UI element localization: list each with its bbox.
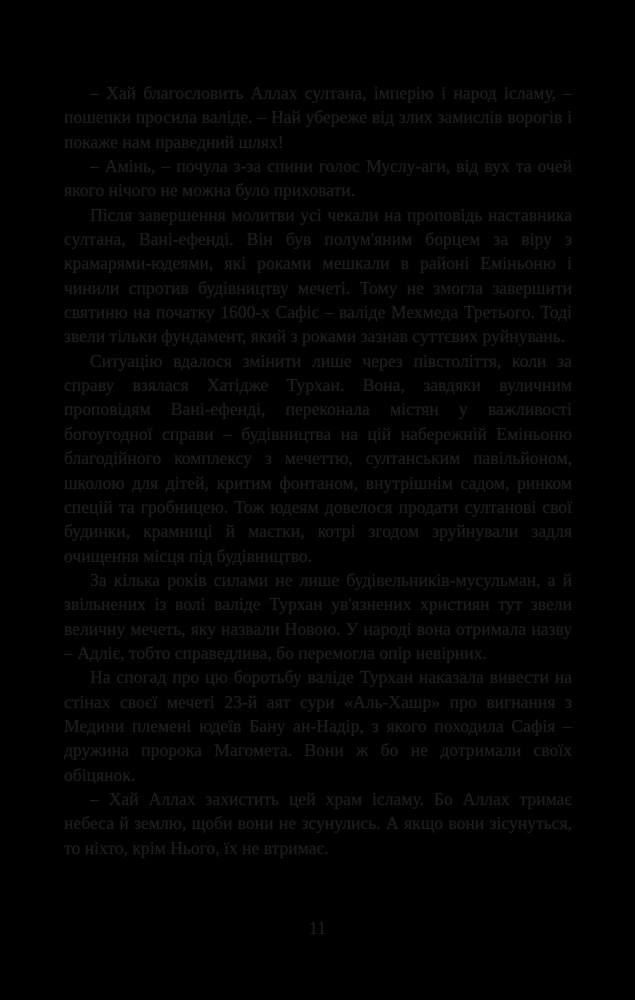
paragraph-3: Після завершення молитви усі чекали на проповідь наставника султана, Вані-ефенді. Він був полум'яним борцем за віру з крамарями-юдеями, які роками мешкали в районі Еміньоню і чинили спротив будівництву мечеті. Тому не змогла завершити святиню на початку 1600-х Сафіє – валіде Мехмеда Третього. Тоді звели тільки фундамент, який з роками зазнав суттєвих руйнувань. xyxy=(64,204,572,347)
paragraph-4: Ситуацію вдалося змінити лише через півстоліття, коли за справу взялася Хатідже Турхан. Вона, завдяки вуличним проповідям Вані-ефенді, переконала містян у важливості богоугодної справи – будівництва на цій набережній Еміньоню благодійного комплексу з мечеттю, султанським павільйоном, школою для дітей, критим фонтаном, внутрішнім садом, ринком спецій та гробницею. Тож юдеям довелося продати султанові свої будинки, крамниці й маєтки, котрі згодом зруйнували задля очищення місця під будівництво. xyxy=(64,350,572,566)
paragraph-2: – Амінь, – почула з-за спини голос Муслу-аги, від вух та очей якого нічого не можна було приховати. xyxy=(64,156,572,201)
paragraph-6: На спогад про цю боротьбу валіде Турхан наказала вивести на стінах своєї мечеті 23-й аят сури «Аль-Хашр» про вигнання з Медини племені юдеїв Бану ан-Надір, з якого походила Сафія – дружина пророка Магомета. Вони ж бо не дотримали своїх обіцянок. xyxy=(64,667,572,785)
paragraph-7: – Хай Аллах захистить цей храм ісламу. Бо Аллах тримає небеса й землю, щоби вони не зсунулись. А якщо вони зісунуться, то ніхто, крім Нього, їх не втримає. xyxy=(64,788,572,858)
body-text xyxy=(64,81,572,860)
paragraph-1: – Хай благословить Аллах султана, імперію і народ ісламу, – пошепки просила валіде. – Най убереже від злих замислів ворогів і покаже нам праведний шлях! xyxy=(64,83,572,152)
page-number: 11 xyxy=(308,918,327,938)
paragraph-5: За кілька років силами не лише будівельників-мусульман, а й звільнених із волі валіде Турхан ув'язнених християн тут звели величну мечеть, яку назвали Новою. У народі вона отримала назву – Адліє, тобто справедлива, бо перемогла опір невірних. xyxy=(64,569,572,663)
